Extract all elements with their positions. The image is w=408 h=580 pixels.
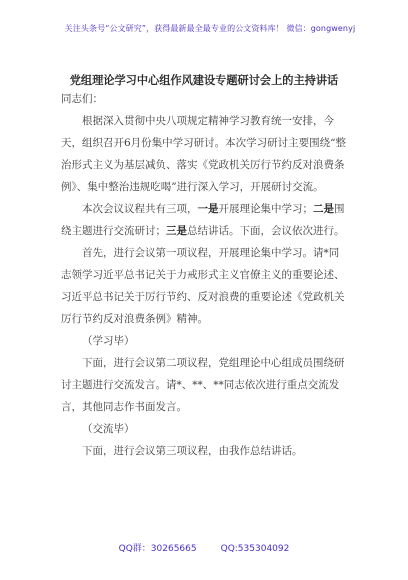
agenda-item3-text: 总结讲话。下面，会议依次进行。 bbox=[187, 225, 345, 237]
paragraph-agenda bbox=[61, 198, 349, 242]
document-title: 党组理论学习中心组作风建设专题研讨会上的主持讲话 bbox=[69, 73, 339, 87]
paragraph-first-item: 首先，进行会议第一项议程，开展理论集中学习。请*同志领学习近平总书记关于力戒形式主义官僚主义的重要论述、习近平总书记关于厉行节约、反对浪费的重要论述《党政机关厉行节约反对浪费条例》精神。 bbox=[61, 247, 345, 325]
paragraph-third-item: 下面，进行会议第三项议程，由我作总结讲话。 bbox=[82, 445, 303, 457]
header-promo-note: 关注头条号“公文研究”，获得最新最全最专业的公文资料库！ 微信：gongwenyj bbox=[64, 24, 356, 33]
agenda-intro: 本次会议议程共有三项， bbox=[82, 203, 198, 215]
document-body bbox=[61, 88, 349, 462]
greeting: 同志们： bbox=[61, 93, 103, 105]
paragraph-intro: 根据深入贯彻中央八项规定精神学习教育统一安排，今天，组织召开6月份集中学习研讨。本次学习研讨主要围绕“整治形式主义为基层减负、落实《党政机关厉行节约反对浪费条例》、集中整治违规吃喝”进行深入学习，开展研讨交流。 bbox=[61, 115, 347, 193]
paragraph-second-item: 下面，进行会议第二项议程，党组理论中心组成员围绕研讨主题进行交流发言。请*、**、**同志依次进行重点交流发言，其他同志作书面发言。 bbox=[61, 357, 345, 413]
footer-contact bbox=[0, 541, 408, 554]
agenda-item1-text: 开展理论集中学习； bbox=[218, 203, 313, 215]
agenda-item2-label: 二是 bbox=[313, 203, 334, 215]
agenda-item3-label: 三是 bbox=[166, 225, 187, 237]
agenda-item1-label: 一是 bbox=[197, 203, 219, 215]
footer-qq-group: QQ群：30265665 bbox=[118, 544, 197, 554]
paragraph-exchange-done: （交流毕） bbox=[82, 423, 135, 435]
agenda-item2-text: 围绕主题进行交流研讨； bbox=[61, 203, 345, 237]
footer-qq: QQ:535304092 bbox=[220, 544, 290, 554]
paragraph-study-done: （学习毕） bbox=[82, 335, 135, 347]
